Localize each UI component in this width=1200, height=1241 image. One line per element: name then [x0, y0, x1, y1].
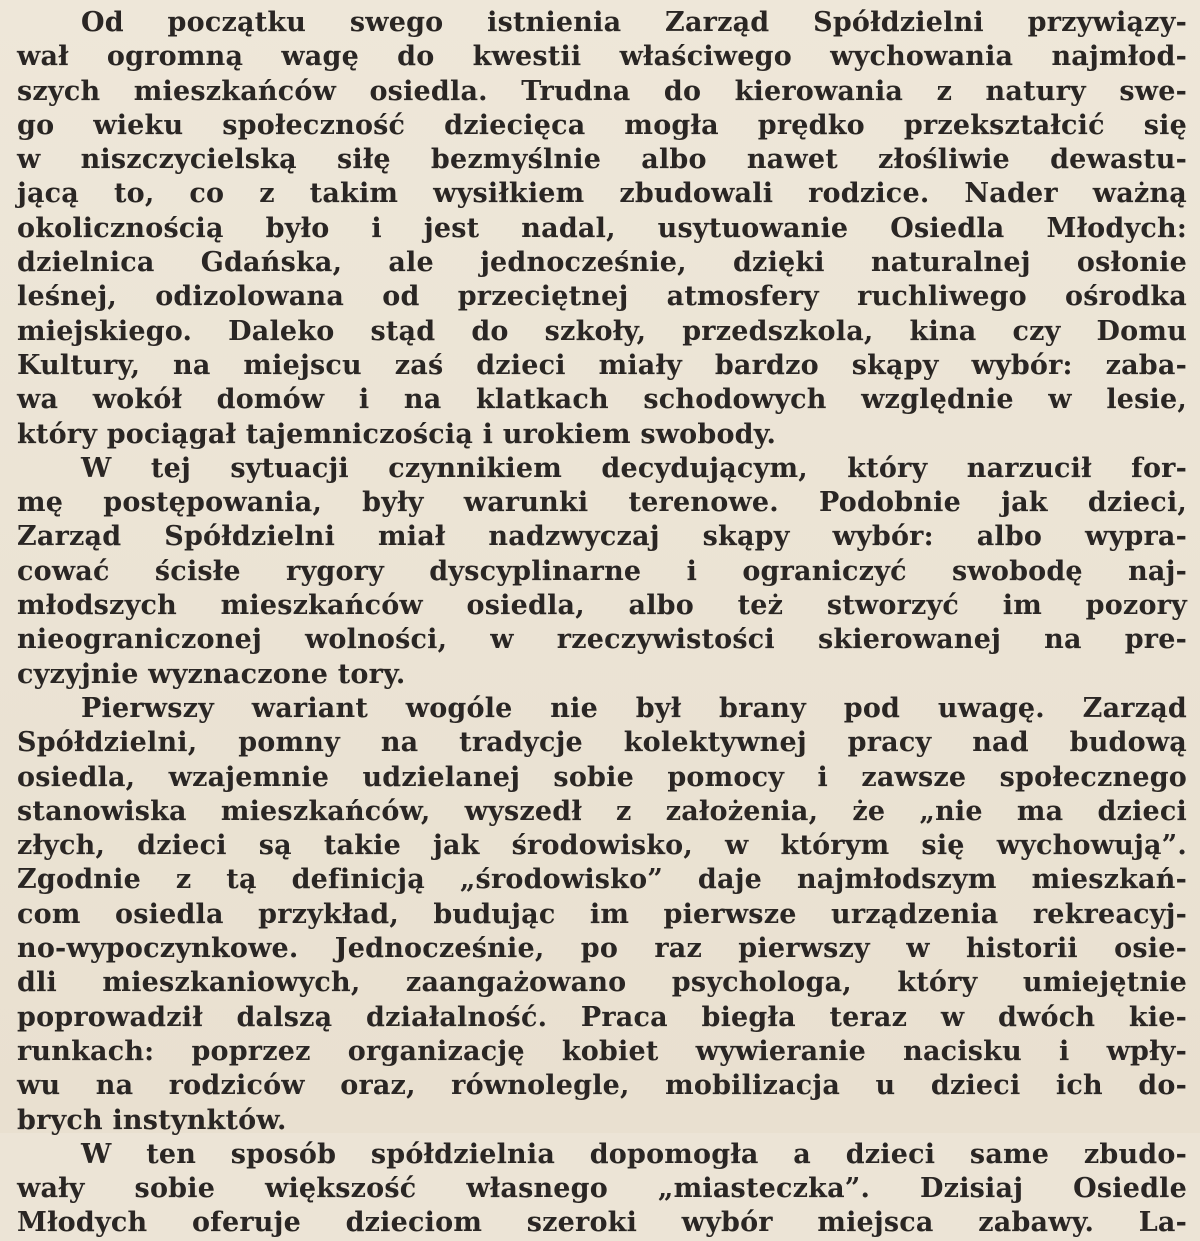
text-line: dzielnica Gdańska, ale jednocześnie, dzięki naturalnej osłonie: [17, 247, 1187, 279]
text-line: cyzyjnie wyznaczone tory.: [17, 658, 406, 690]
text-line: Młodych oferuje dzieciom szeroki wybór miejsca zabawy. La-: [17, 1207, 1187, 1239]
text-line: młodszych mieszkańców osiedla, albo też stworzyć im pozory: [17, 590, 1187, 622]
text-line: wu na rodziców oraz, równolegle, mobilizacja u dzieci ich do-: [17, 1070, 1187, 1102]
text-line: mę postępowania, były warunki terenowe. Podobnie jak dzieci,: [17, 487, 1187, 519]
paragraph-1: [17, 6, 1187, 452]
text-line: W ten sposób spółdzielnia dopomogła a dzieci same zbudo-: [81, 1138, 1187, 1170]
text-line: szych mieszkańców osiedla. Trudna do kierowania z natury swe-: [17, 75, 1187, 107]
text-line: nieograniczonej wolności, w rzeczywistości skierowanej na pre-: [17, 624, 1187, 656]
article-column: [17, 6, 1187, 1241]
text-line: osiedla, wzajemnie udzielanej sobie pomocy i zawsze społecznego: [17, 761, 1187, 793]
text-line: Zarząd Spółdzielni miał nadzwyczaj skąpy wybór: albo wypra-: [17, 521, 1187, 553]
text-line: W tej sytuacji czynnikiem decydującym, który narzucił for-: [81, 452, 1187, 484]
text-line: miejskiego. Daleko stąd do szkoły, przedszkola, kina czy Domu: [17, 315, 1187, 347]
text-line: wa wokół domów i na klatkach schodowych względnie w lesie,: [17, 384, 1187, 416]
text-line: leśnej, odizolowana od przeciętnej atmosfery ruchliwego ośrodka: [17, 281, 1187, 313]
text-line: cować ścisłe rygory dyscyplinarne i ograniczyć swobodę naj-: [17, 555, 1187, 587]
text-line: com osiedla przykład, budując im pierwsze urządzenia rekreacyj-: [17, 898, 1187, 930]
text-line: który pociągał tajemniczością i urokiem swobody.: [17, 418, 777, 450]
text-line: stanowiska mieszkańców, wyszedł z założenia, że „nie ma dzieci: [17, 795, 1187, 827]
paragraph-3: [17, 692, 1187, 1138]
text-line: okolicznością było i jest nadal, usytuowanie Osiedla Młodych:: [17, 212, 1187, 244]
text-line: Zgodnie z tą definicją „środowisko” daje najmłodszym mieszkań-: [17, 864, 1187, 896]
text-line: Od początku swego istnienia Zarząd Spółdzielni przywiązy-: [81, 7, 1187, 38]
text-line: wał ogromną wagę do kwestii właściwego wychowania najmłod-: [17, 41, 1187, 73]
text-line: dli mieszkaniowych, zaangażowano psychologa, który umiejętnie: [17, 967, 1187, 999]
paragraph-4: [17, 1138, 1187, 1241]
text-line: złych, dzieci są takie jak środowisko, w którym się wychowują”.: [17, 830, 1187, 862]
text-line: Spółdzielni, pomny na tradycje kolektywnej pracy nad budową: [17, 727, 1187, 759]
text-line: brych instynktów.: [17, 1104, 287, 1136]
text-line: Kultury, na miejscu zaś dzieci miały bardzo skąpy wybór: zaba-: [17, 349, 1187, 381]
text-line: no-wypoczynkowe. Jednocześnie, po raz pierwszy w historii osie-: [17, 933, 1187, 965]
text-line: runkach: poprzez organizację kobiet wywieranie nacisku i wpły-: [17, 1035, 1187, 1067]
text-line: jącą to, co z takim wysiłkiem zbudowali rodzice. Nader ważną: [17, 178, 1187, 210]
text-line: poprowadził dalszą działalność. Praca biegła teraz w dwóch kie-: [17, 1001, 1187, 1033]
text-line: w niszczycielską siłę bezmyślnie albo nawet złośliwie dewastu-: [17, 144, 1187, 176]
text-line: Pierwszy wariant wogóle nie był brany pod uwagę. Zarząd: [81, 692, 1187, 724]
text-line: go wieku społeczność dziecięca mogła prędko przekształcić się: [17, 109, 1187, 141]
text-line: wały sobie większość własnego „miasteczka”. Dzisiaj Osiedle: [17, 1173, 1187, 1205]
paragraph-2: [17, 452, 1187, 692]
